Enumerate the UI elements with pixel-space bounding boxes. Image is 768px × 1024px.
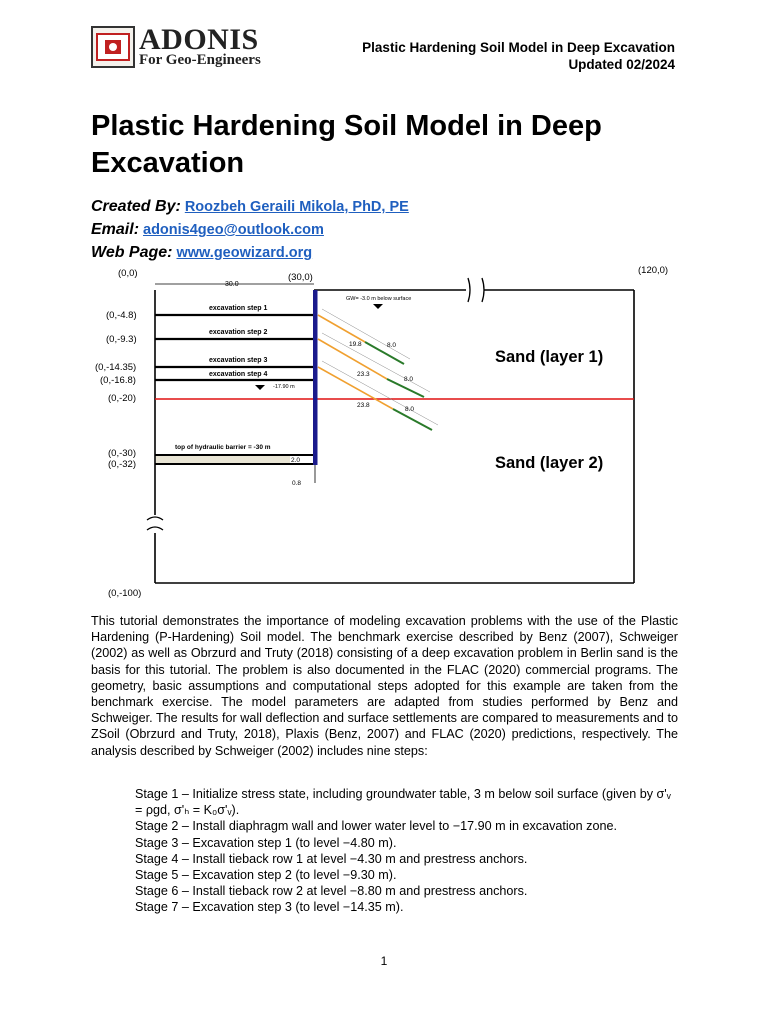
stage-item: Stage 3 – Excavation step 1 (to level −4.80 m). [135,835,397,850]
anchor-row-2 [318,333,430,397]
anchor-1-bond-length [365,342,404,364]
logo-icon [91,26,135,68]
exc-step-2-label: excavation step 2 [209,329,268,336]
anchor-1-dim-line [322,309,410,359]
exc-step-1-label: excavation step 1 [209,305,268,312]
coord-right: (120,0) [638,265,669,276]
page-number: 1 [380,954,388,968]
anchor-3-dim-line [322,361,438,425]
author-link[interactable]: Roozbeh Geraili Mikola, PhD, PE [184,199,409,215]
coord-9-3: (0,-9.3) [106,334,137,345]
coord-100: (0,-100) [108,588,142,599]
logo-subtitle: For Geo-Engineers [139,52,261,68]
coord-30: (0,-30) [108,448,136,459]
excavation-diagram [0,262,768,606]
web-link[interactable]: www.geowizard.org [176,245,313,261]
coord-4-8: (0,-4.8) [106,310,137,321]
stage-item: Stage 1 – Initialize stress state, including groundwater table, 3 m below soil surface (given by σ'ᵥ = ρgd, σ'ₕ = K₀σ'ᵥ). [135,787,671,818]
stage-item: Stage 2 – Install diaphragm wall and lower water level to −17.90 m in excavation zone. [135,819,617,834]
stage-item: Stage 6 – Install tieback row 2 at level −8.80 m and prestress anchors. [135,884,528,899]
anchor-3-free-length [318,367,393,409]
created-by-line [91,196,409,218]
coord-32: (0,-32) [108,459,136,470]
anchor-3-free-label: 23.8 [357,402,370,409]
water-level-icon [255,385,265,390]
dim-30-label: 30.0 [225,281,239,288]
anchor-1-free-length [318,315,365,342]
stages-list [135,786,678,916]
intro-paragraph: This tutorial demonstrates the importance of modeling excavation problems with the use of the Plastic Hardening (P-Hardening) Soil model. The benchmark exercise described by Benz (2007), Schweiger (2002) as well as Obrzurd and Truty (2018) consisting of a deep excavation problem in Berlin sand is the basis for this tutorial. The problem is also documented in the FLAC (2020) commercial programs. The geometry, basic assumptions and computational steps adopted for this example are taken from the benchmark exercise. The model parameters are adapted from studies performed by Benz and Schweiger. The results for wall deflection and surface settlements are compared to measurements and to ZSoil (Obrzurd and Truty, 2018), Plaxis (Benz, 2007) and FLAC (2020) predictions, respectively. The analysis described by Schweiger (2002) includes nine steps: [91,614,678,758]
anchor-1-bond-label: 8.0 [387,342,397,349]
gw-label: GW= -3.0 m below surface [346,296,412,302]
gw-level-icon [373,304,383,309]
web-line [91,242,312,264]
stage-item: Stage 5 – Excavation step 2 (to level −9.30 m). [135,868,397,883]
web-label: Web Page: [91,244,173,261]
email-label: Email: [91,221,140,238]
anchor-1-free-label: 19.8 [349,341,362,348]
created-by-label: Created By: [91,198,181,215]
coord-16-8: (0,-16.8) [100,375,136,386]
anchor-2-bond-label: 8.0 [404,376,414,383]
page-title: Plastic Hardening Soil Model in Deep Excavation [91,110,602,179]
stage-item: Stage 4 – Install tieback row 1 at level −4.30 m and prestress anchors. [135,851,528,866]
logo-text: ADONIS [139,23,259,56]
coord-20: (0,-20) [108,393,136,404]
stage-item: Stage 7 – Excavation step 3 (to level −14.35 m). [135,900,404,915]
layer-1-label: Sand (layer 1) [495,348,604,366]
break-symbol-left [147,517,163,530]
anchor-2-free-label: 23.3 [357,371,370,378]
coord-wall-top: (30,0) [288,272,313,283]
dim-08-label: 0.8 [292,480,302,487]
anchor-3-bond-label: 8.0 [405,406,415,413]
dim-2-label: 2.0 [291,457,301,464]
hydraulic-barrier [156,456,290,463]
anchor-2-dim-line [322,333,430,392]
header-title: Plastic Hardening Soil Model in Deep Excavation [362,40,675,55]
coord-14-35: (0,-14.35) [95,362,137,373]
barrier-label: top of hydraulic barrier = -30 m [175,444,271,451]
header-date: Updated 02/2024 [568,57,675,72]
break-symbol-top [468,278,484,302]
exc-step-4-label: excavation step 4 [209,371,268,378]
coord-origin: (0,0) [118,268,138,279]
email-link[interactable]: adonis4geo@outlook.com [143,222,324,238]
exc-step-3-label: excavation step 3 [209,357,268,364]
layer-2-label: Sand (layer 2) [495,454,604,472]
email-line [91,219,324,241]
water-level-label: -17.90 m [273,384,295,390]
diaphragm-wall [313,290,318,465]
